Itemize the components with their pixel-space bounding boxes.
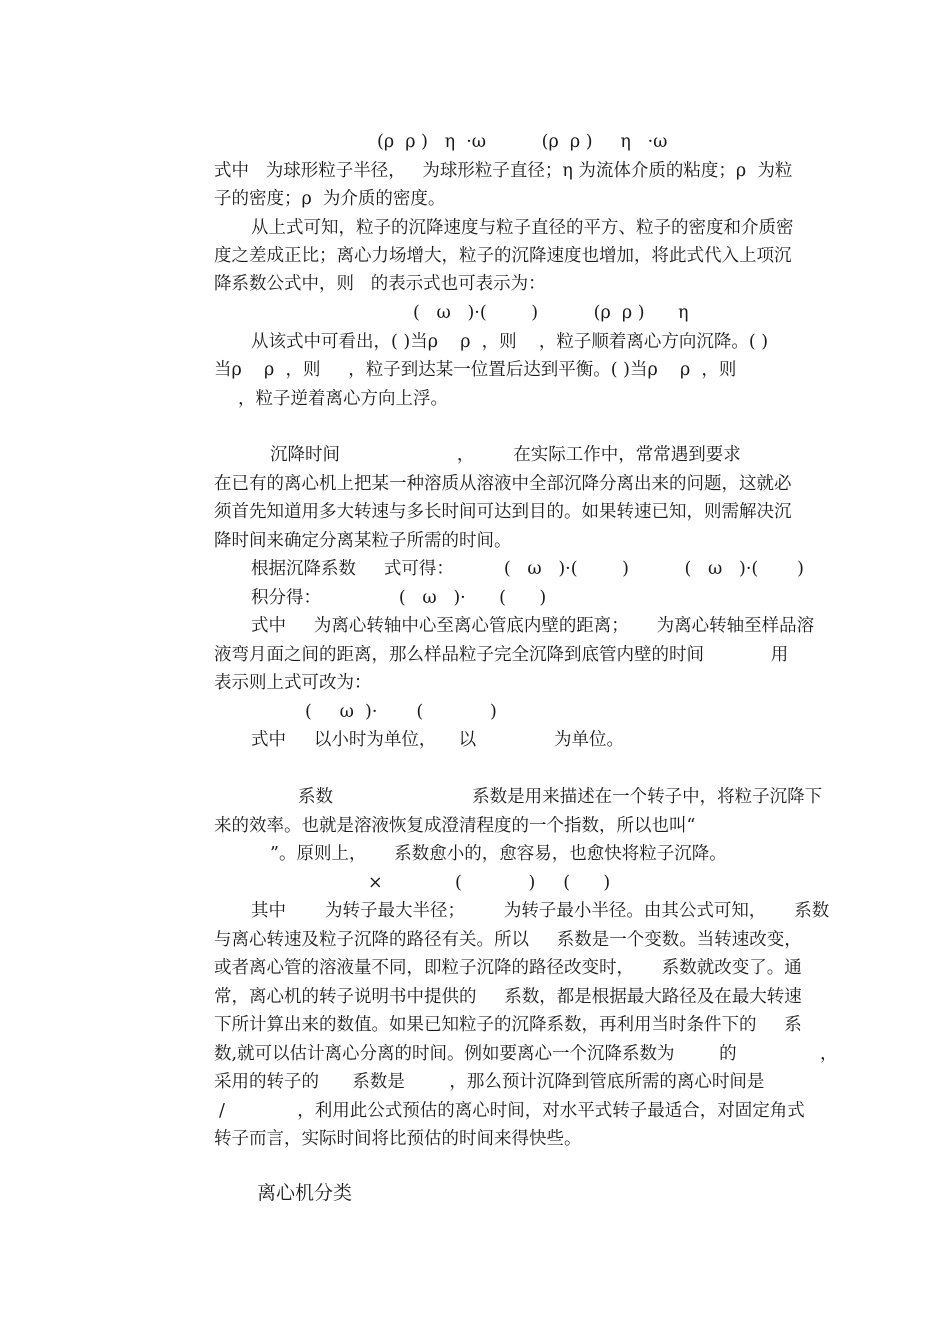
text-line: 其中 为转子最大半径； 为转子最小半径。由其公式可知， 系数 <box>251 901 830 921</box>
text-line: 来的效率。也就是溶液恢复成澄清程度的一个指数，所以也叫“ <box>214 816 696 836</box>
text-line: 与离心转速及粒子沉降的路径有关。所以 系数是一个变数。当转速改变， <box>214 930 802 950</box>
text-line: 降系数公式中，则 的表示式也可表示为： <box>214 274 546 294</box>
formula-line-1: (ρ ρ ) η ·ω (ρ ρ ) η ·ω <box>377 132 668 152</box>
text-line: 从上式可知，粒子的沉降速度与粒子直径的平方、粒子的密度和介质密 <box>251 218 794 238</box>
formula-line-5: ( ω )· ( ) <box>305 702 497 722</box>
text-line: 须首先知道用多大转速与多长时间可达到目的。如果转速已知，则需解决沉 <box>214 502 792 522</box>
text-line: 转子而言，实际时间将比预估的时间来得快些。 <box>214 1129 582 1149</box>
text-line: 度之差成正比；离心力场增大，粒子的沉降速度也增加，将此式代入上项沉 <box>214 246 792 266</box>
text-line: 式中 以小时为单位， 以 为单位。 <box>251 730 624 750</box>
section-heading-k-factor: 系数 系数是用来描述在一个转子中，将粒子沉降下 <box>298 787 823 807</box>
text-line: 子的密度；ρ 为介质的密度。 <box>214 189 446 209</box>
section-heading-sedimentation-time: 沉降时间 ， 在实际工作中，常常遇到要求 <box>270 445 741 465</box>
formula-line-3: 根据沉降系数 式可得： ( ω )·( ) ( ω )·( ) <box>251 559 804 579</box>
text-line: / ，利用此公式预估的离心时间，对水平式转子最适合，对固定角式 <box>219 1101 805 1121</box>
text-line: 采用的转子的 系数是 ，那么预计沉降到管底所需的离心时间是 <box>214 1072 765 1092</box>
text-line: ，粒子逆着离心方向上浮。 <box>238 389 448 409</box>
text-line: 表示则上式可改为： <box>214 673 372 693</box>
text-line: 式中 为球形粒子半径， 为球形粒子直径；η 为流体介质的粘度；ρ 为粒 <box>214 161 793 181</box>
text-line: 常，离心机的转子说明书中提供的 系数，都是根据最大路径及在最大转速 <box>214 987 802 1007</box>
text-line: ”。原则上， 系数愈小的，愈容易，也愈快将粒子沉降。 <box>270 844 727 864</box>
text-line: 或者离心管的溶液量不同，即粒子沉降的路径改变时， 系数就改变了。通 <box>214 958 802 978</box>
text-line: 降时间来确定分离某粒子所需的时间。 <box>214 531 512 551</box>
text-line: 在已有的离心机上把某一种溶质从溶液中全部沉降分离出来的问题，这就必 <box>214 474 792 494</box>
text-line: 下所计算出来的数值。如果已知粒子的沉降系数，再利用当时条件下的 系 <box>214 1015 802 1035</box>
section-heading-centrifuge-classification: 离心机分类 <box>257 1182 353 1204</box>
text-line: 式中 为离心转轴中心至离心管底内壁的距离； 为离心转轴至样品溶 <box>251 616 815 636</box>
text-line: 从该式中可看出，( )当ρ ρ ，则 ，粒子顺着离心方向沉降。( ) <box>251 332 769 352</box>
text-line: 液弯月面之间的距离，那么样品粒子完全沉降到底管内壁的时间 用 <box>214 645 789 665</box>
formula-line-2: ( ω )·( ) (ρ ρ ) η <box>413 303 689 323</box>
text-line: 数,就可以估计离心分离的时间。例如要离心一个沉降系数为 的 ， <box>214 1044 838 1064</box>
formula-line-6: × ( ) ( ) <box>368 873 611 893</box>
text-line: 当ρ ρ ，则 ，粒子到达某一位置后达到平衡。( )当ρ ρ ，则 <box>214 360 737 380</box>
formula-line-4: 积分得： ( ω )· ( ) <box>251 588 547 608</box>
